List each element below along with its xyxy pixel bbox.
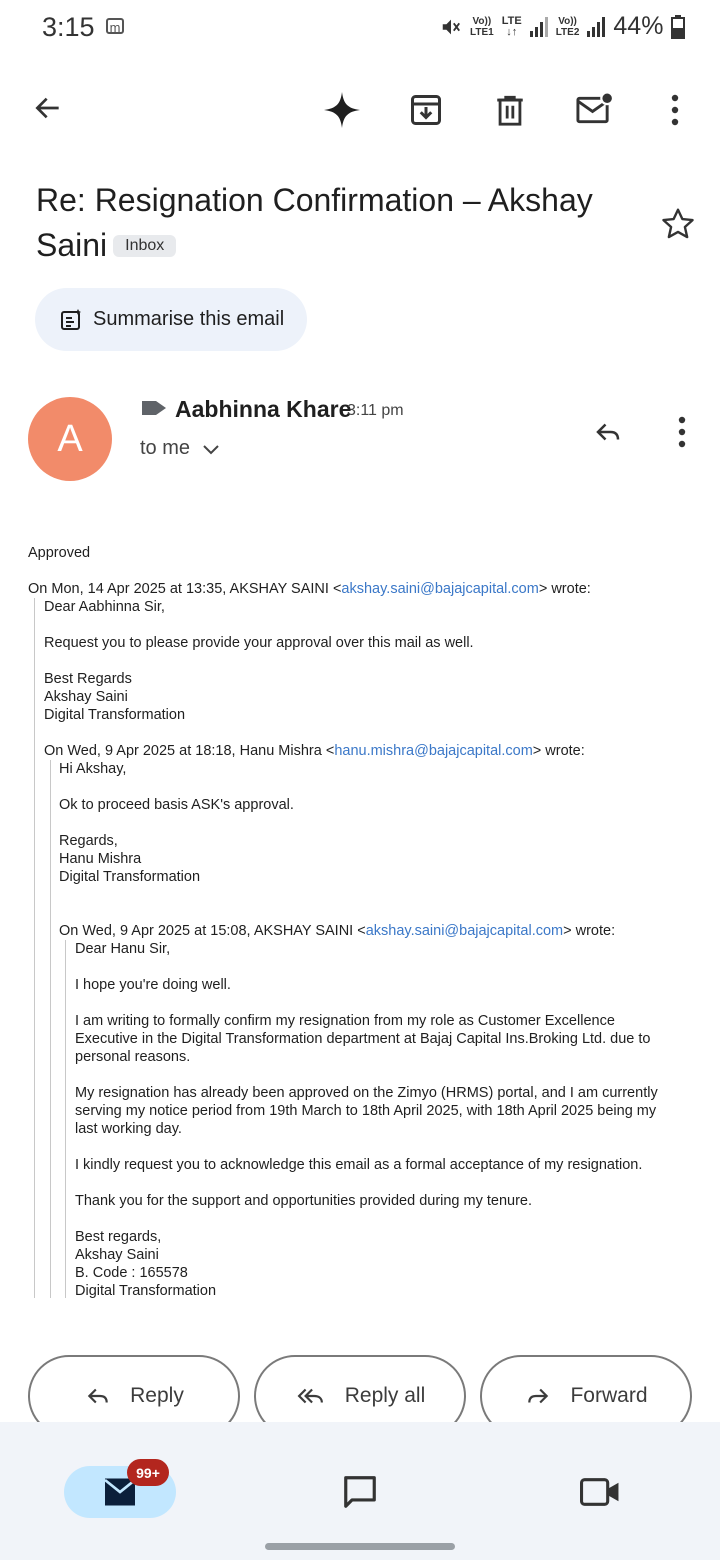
summarise-label: Summarise this email [93, 308, 285, 330]
star-icon [660, 206, 696, 242]
arrow-back-icon [32, 92, 64, 124]
body-text: Best Regards [44, 671, 132, 687]
sim1-indicator: Vo)) LTE1 [470, 15, 494, 38]
status-icons [440, 12, 685, 41]
signal-icon [587, 17, 605, 37]
body-text: I am writing to formally confirm my resignation from my role as Customer Excellence [75, 1013, 615, 1029]
reply-all-label: Reply all [344, 1384, 426, 1407]
quote-bar [50, 760, 51, 1298]
body-text: Approved [28, 545, 91, 561]
body-text: serving my notice period from 19th March to 18th April 2025, with 18th April 2025 being my [75, 1103, 657, 1119]
more-vert-icon [670, 94, 680, 126]
status-time: 3:15 [42, 12, 95, 42]
back-button[interactable] [26, 88, 70, 128]
body-text: Ok to proceed basis ASK's approval. [59, 797, 294, 813]
body-text: Request you to please provide your approval over this mail as well. [44, 635, 474, 651]
forward-label: Forward [570, 1384, 648, 1407]
sparkle-icon [324, 92, 360, 128]
sim2-indicator: Vo)) LTE2 [555, 15, 580, 38]
more-vert-icon [677, 416, 687, 448]
archive-button[interactable] [404, 88, 448, 132]
body-text: Digital Transformation [44, 707, 186, 723]
nav-chat[interactable] [336, 1468, 384, 1516]
important-marker-icon[interactable] [140, 396, 168, 420]
mark-unread-icon [575, 92, 613, 128]
reply-all-icon [295, 1383, 327, 1409]
message-more-button[interactable] [664, 410, 700, 454]
body-text: last working day. [75, 1121, 182, 1137]
body-text: Akshay Saini [44, 689, 128, 705]
recipient-toggle[interactable] [140, 437, 220, 460]
body-text: Hi Akshay, [59, 761, 127, 777]
body-text: B. Code : 165578 [75, 1265, 188, 1281]
quote-bar [65, 940, 66, 1298]
home-indicator[interactable] [265, 1543, 455, 1550]
unread-count-badge: 99+ [127, 1459, 169, 1486]
recipient-label: to me [140, 437, 191, 459]
body-text: Regards, [59, 833, 118, 849]
body-text: I kindly request you to acknowledge this email as a formal acceptance of my resignation. [75, 1157, 643, 1173]
chat-icon [341, 1473, 379, 1511]
mute-icon [440, 16, 462, 38]
gemini-button[interactable] [320, 88, 364, 132]
delete-button[interactable] [488, 88, 532, 132]
trash-icon [493, 92, 527, 128]
battery-icon [671, 15, 685, 39]
subject-text: Re: Resignation Confirmation – Akshay Saini [36, 182, 593, 263]
star-button[interactable] [656, 202, 700, 246]
reply-icon [84, 1383, 112, 1409]
body-text: Digital Transformation [75, 1283, 217, 1299]
summarise-button[interactable] [35, 288, 307, 351]
body-text: Dear Aabhinna Sir, [44, 599, 165, 615]
battery-percent: 44% [613, 12, 664, 40]
email-link[interactable]: akshay.saini@bajajcapital.com [365, 923, 564, 939]
body-text: Dear Hanu Sir, [75, 941, 171, 957]
reply-icon [591, 417, 625, 447]
more-options-button[interactable] [656, 88, 694, 132]
body-text: Hanu Mishra [59, 851, 142, 867]
lte-indicator: LTE ↓↑ [501, 14, 522, 38]
avatar[interactable]: A [28, 397, 112, 481]
quote-bar [34, 598, 35, 1298]
quote-header: On Mon, 14 Apr 2025 at 13:35, AKSHAY SAINI <akshay.saini@bajajcapital.com> wrote: [28, 581, 591, 597]
archive-icon [408, 92, 444, 128]
inbox-label[interactable]: Inbox [113, 235, 176, 257]
body-text: Akshay Saini [75, 1247, 159, 1263]
sender-name[interactable]: Aabhinna Khare [175, 396, 352, 422]
body-text: My resignation has already been approved on the Zimyo (HRMS) portal, and I am currently [75, 1085, 658, 1101]
signal-icon [530, 17, 548, 37]
sent-time: 3:11 pm [347, 402, 404, 419]
body-text: Executive in the Digital Transformation department at Bajaj Capital Ins.Broking Ltd. due to [75, 1031, 651, 1047]
reply-icon-button[interactable] [586, 412, 630, 452]
email-link[interactable]: hanu.mishra@bajajcapital.com [334, 743, 533, 759]
reply-label: Reply [130, 1384, 184, 1407]
quote-header: On Wed, 9 Apr 2025 at 18:18, Hanu Mishra <hanu.mishra@bajajcapital.com> wrote: [44, 743, 585, 759]
forward-icon [524, 1383, 552, 1409]
body-text: Thank you for the support and opportunities provided during my tenure. [75, 1193, 533, 1209]
body-text: Digital Transformation [59, 869, 201, 885]
body-text: I hope you're doing well. [75, 977, 231, 993]
body-text: Best regards, [75, 1229, 162, 1245]
summarise-icon [59, 308, 83, 332]
quote-header: On Wed, 9 Apr 2025 at 15:08, AKSHAY SAINI <akshay.saini@bajajcapital.com> wrote: [59, 923, 616, 939]
notification-icon: m [106, 18, 124, 34]
chevron-down-icon [202, 443, 220, 455]
email-subject [36, 178, 626, 268]
mark-unread-button[interactable] [572, 88, 616, 132]
nav-meet[interactable] [576, 1468, 624, 1516]
body-text: personal reasons. [75, 1049, 191, 1065]
email-link[interactable]: akshay.saini@bajajcapital.com [341, 581, 539, 597]
video-camera-icon [580, 1475, 620, 1509]
